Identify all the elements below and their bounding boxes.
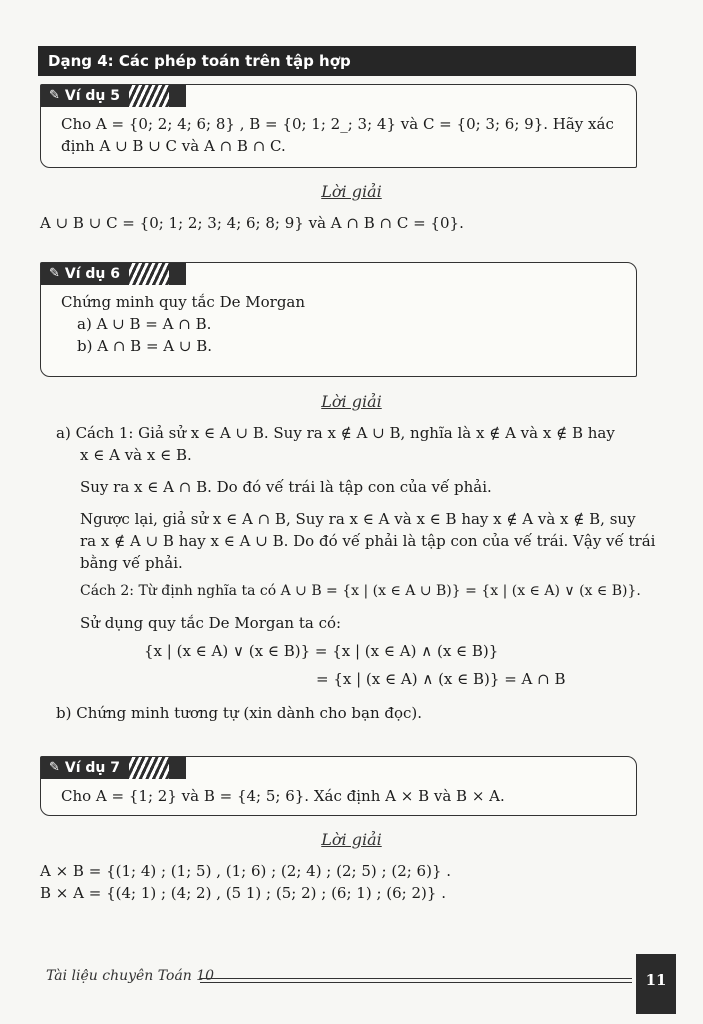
example-line: a) A ∪ B = A ∩ B. [77,315,212,333]
solution-line: {x | (x ∈ A) ∨ (x ∈ B)} = {x | (x ∈ A) ∧ (x ∈ B)} [144,642,499,660]
solution-line: = {x | (x ∈ A) ∧ (x ∈ B)} = A ∩ B [316,670,566,688]
example-6-box [40,262,637,377]
edit-icon: ✎ [49,88,60,103]
example-5-box [40,84,637,168]
solution-line: ra x ∉ A ∪ B hay x ∈ A ∪ B. Do đó vế phải là tập con của vế trái. Vậy vế trái [80,532,656,550]
solution-line: a) Cách 1: Giả sử x ∈ A ∪ B. Suy ra x ∉ A ∪ B, nghĩa là x ∉ A và x ∉ B hay [56,424,615,442]
example-7-tag [41,757,186,779]
solution-line: A × B = {(1; 4) ; (1; 5) , (1; 6) ; (2; 4) ; (2; 5) ; (2; 6)} . [40,862,452,880]
example-label: Ví dụ 5 [64,88,121,104]
example-line: định A ∪ B ∪ C và A ∩ B ∩ C. [61,137,286,155]
solution-line: Suy ra x ∈ A ∩ B. Do đó vế trái là tập con của vế phải. [80,478,492,496]
example-5-tag [41,85,186,107]
solution-title: Lời giải [321,392,382,411]
example-line: b) A ∩ B = A ∪ B. [77,337,213,355]
solution-line: A ∪ B ∪ C = {0; 1; 2; 3; 4; 6; 8; 9} và A ∩ B ∩ C = {0}. [40,214,464,232]
solution-line: bằng vế phải. [80,554,183,572]
stripes-decoration [129,263,169,285]
example-line: Cho A = {1; 2} và B = {4; 5; 6}. Xác định A × B và B × A. [61,787,505,805]
solution-line: b) Chứng minh tương tự (xin dành cho bạn đọc). [56,704,423,722]
example-6-tag [41,263,186,285]
solution-line: Ngược lại, giả sử x ∈ A ∩ B, Suy ra x ∈ A và x ∈ B hay x ∉ A và x ∉ B, suy [80,510,636,528]
solution-line: x ∈ A và x ∈ B. [80,446,192,464]
edit-icon: ✎ [49,760,60,775]
footer-title: Tài liệu chuyên Toán 10 [46,968,215,984]
page-number: 11 [636,954,676,1014]
solution-line: Sử dụng quy tắc De Morgan ta có: [80,614,342,632]
example-line: Chứng minh quy tắc De Morgan [61,293,306,311]
solution-6-body [56,422,656,724]
example-7-box [40,756,637,816]
solution-title: Lời giải [321,182,382,201]
solution-line: Cách 2: Từ định nghĩa ta có A ∪ B = {x | (x ∈ A ∪ B)} = {x | (x ∈ A) ∨ (x ∈ B)}. [80,583,641,599]
edit-icon: ✎ [49,266,60,281]
stripes-decoration [129,757,169,779]
example-line: Cho A = {0; 2; 4; 6; 8} , B = {0; 1; 2_; 3; 4} và C = {0; 3; 6; 9}. Hãy xác [61,115,614,133]
example-label: Ví dụ 6 [64,266,121,282]
footer-rule [200,978,632,983]
example-label: Ví dụ 7 [64,760,121,776]
solution-title: Lời giải [321,830,382,849]
stripes-decoration [129,85,169,107]
section-title: Dạng 4: Các phép toán trên tập hợp [38,46,636,76]
solution-line: B × A = {(4; 1) ; (4; 2) , (5 1) ; (5; 2) ; (6; 1) ; (6; 2)} . [40,884,446,902]
